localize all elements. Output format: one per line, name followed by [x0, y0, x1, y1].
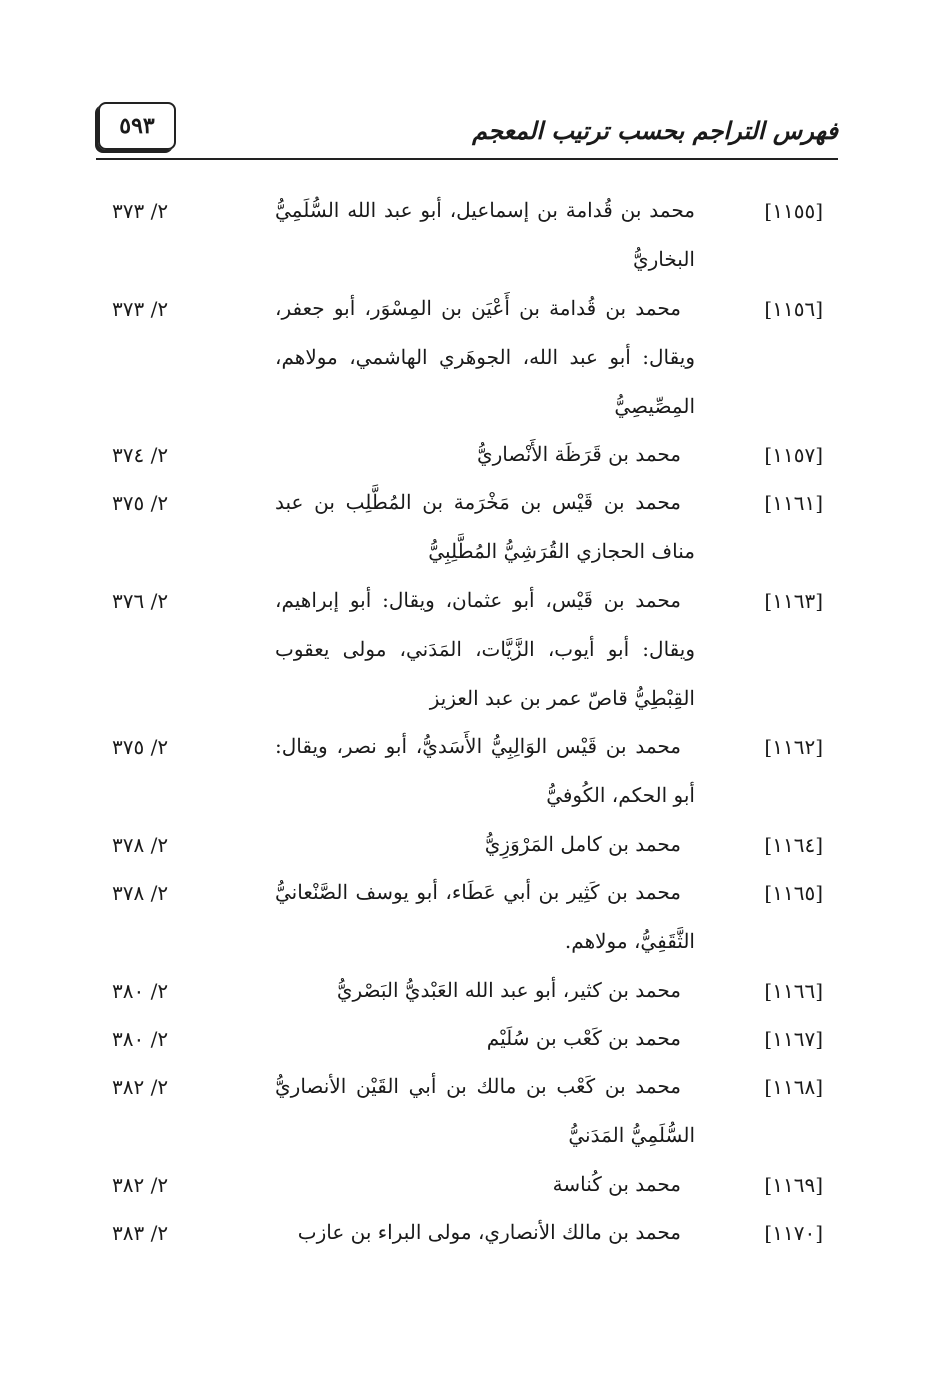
entry-reference: ٢/ ٣٨٣ [112, 1221, 169, 1245]
entry-name: محمد بن كُناسة [552, 1172, 681, 1196]
entry-reference: ٢/ ٣٧٦ [112, 589, 169, 613]
entry-reference: ٢/ ٣٧٨ [112, 833, 169, 857]
entry-reference: ٢/ ٣٧٣ [112, 297, 169, 321]
entry-name: محمد بن قَرَظَة الأَنْصاريُّ [476, 442, 681, 466]
page-title: فهرس التراجم بحسب ترتيب المعجم [472, 116, 838, 145]
entry-name: محمد بن قَيْس الوَالِبِيُّ الأَسَديُّ، أبو نصر، ويقال: أبو الحكم، الكُوفيُّ [275, 734, 695, 807]
entry-reference: ٢/ ٣٨٠ [112, 979, 169, 1003]
entry-name: محمد بن مالك الأنصاري، مولى البراء بن عازب [297, 1220, 681, 1244]
page-header [96, 100, 838, 160]
entry-number: [١١٦٢] [764, 735, 823, 759]
entry-reference: ٢/ ٣٧٣ [112, 199, 169, 223]
entry-name: محمد بن قُدامة بن إسماعيل، أبو عبد الله السُّلَمِيُّ البخاريُّ [275, 198, 695, 271]
entry-number: [١١٦٨] [764, 1075, 823, 1099]
entry-reference: ٢/ ٣٧٨ [112, 881, 169, 905]
entry-number: [١١٦٩] [764, 1173, 823, 1197]
entry-number: [١١٥٧] [764, 443, 823, 467]
entry-number: [١١٦٣] [764, 589, 823, 613]
entry-number: [١١٥٥] [764, 199, 823, 223]
entry-number: [١١٧٠] [764, 1221, 823, 1245]
entry-name: محمد بن كثير، أبو عبد الله العَبْديُّ البَصْريُّ [336, 978, 681, 1002]
entry-number: [١١٥٦] [764, 297, 823, 321]
entry-name: محمد بن كَثِير بن أبي عَطَاء، أبو يوسف الصَّنْعانيُّ الثَّقَفِيُّ، مولاهم. [275, 880, 695, 953]
entry-name: محمد بن قَيْس بن مَخْرَمة بن المُطَّلِب بن عبد مناف الحجازي القُرَشِيُّ المُطَّلِبِيُّ [275, 490, 695, 563]
entry-name: محمد بن كَعْب بن سُلَيْم [486, 1026, 681, 1050]
entry-reference: ٢/ ٣٨٢ [112, 1173, 169, 1197]
entry-number: [١١٦٤] [764, 833, 823, 857]
entry-name: محمد بن قُدامة بن أَعْيَن بن المِسْوَر، أبو جعفر، ويقال: أبو عبد الله، الجوهَري الهاشمي، مولاهم، المِصِّيصِيُّ [275, 296, 695, 418]
entry-number: [١١٦٦] [764, 979, 823, 1003]
entry-name: محمد بن كامل المَرْوَزِيُّ [484, 832, 681, 856]
page-number: ٥٩٣ [98, 102, 176, 150]
entry-number: [١١٦١] [764, 491, 823, 515]
entry-number: [١١٦٥] [764, 881, 823, 905]
entry-reference: ٢/ ٣٧٤ [112, 443, 169, 467]
entry-name: محمد بن كَعْب بن مالك بن أبي القَيْن الأنصاريُّ السُّلَمِيُّ المَدَنيُّ [275, 1074, 695, 1147]
entry-reference: ٢/ ٣٧٥ [112, 491, 169, 515]
entry-reference: ٢/ ٣٧٥ [112, 735, 169, 759]
entry-name: محمد بن قَيْس، أبو عثمان، ويقال: أبو إبراهيم، ويقال: أبو أيوب، الزَّيَّات، المَدَني، مولى يعقوب القِبْطِيُّ قاصّ عمر بن عبد العزيز [275, 588, 695, 710]
entry-reference: ٢/ ٣٨٢ [112, 1075, 169, 1099]
entry-reference: ٢/ ٣٨٠ [112, 1027, 169, 1051]
entry-number: [١١٦٧] [764, 1027, 823, 1051]
